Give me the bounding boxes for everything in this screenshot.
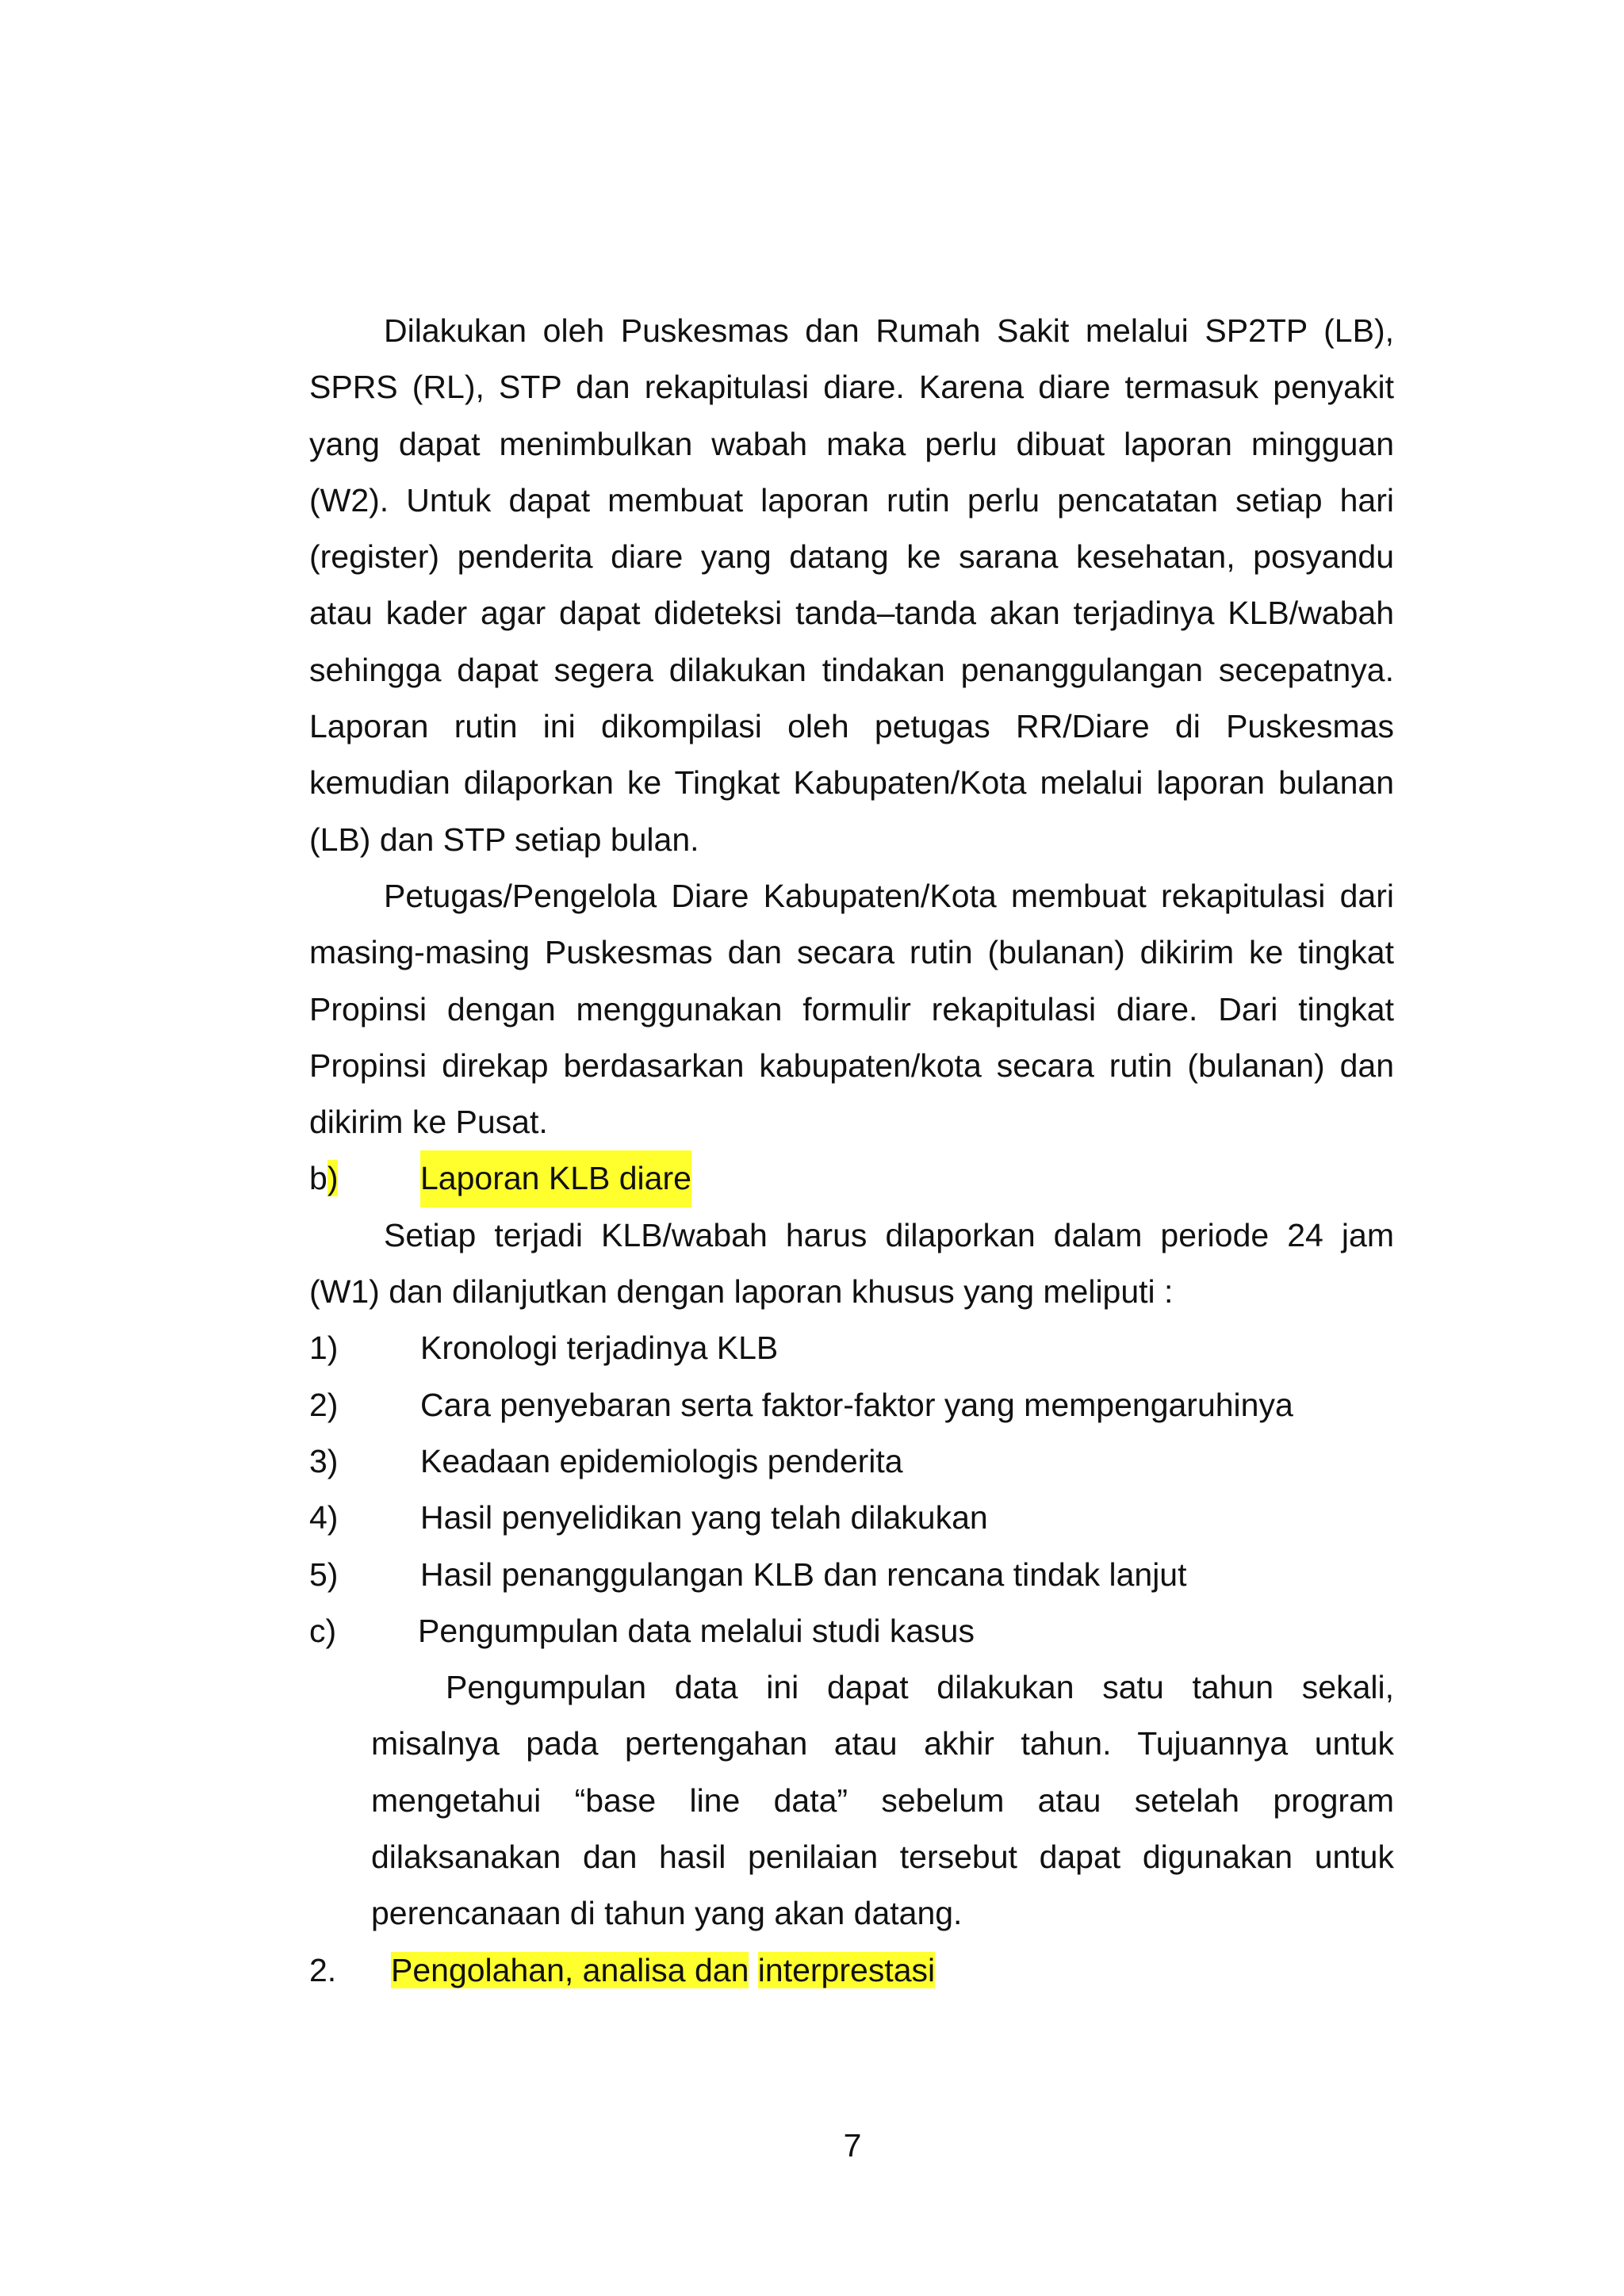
list-item-text: Hasil penyelidikan yang telah dilakukan (420, 1499, 988, 1536)
list-item-text: Kronologi terjadinya KLB (420, 1330, 779, 1367)
list-item (309, 1433, 1394, 1490)
page-content (309, 303, 1394, 1999)
section-c-title: Pengumpulan data melalui studi kasus (418, 1612, 975, 1649)
section-2-marker: 2. (309, 1951, 337, 1988)
list-item-marker: 1) (309, 1330, 339, 1367)
section-b-marker (309, 1150, 338, 1207)
section-2-title (391, 1942, 935, 1999)
paragraph-klb-report: Setiap terjadi KLB/wabah harus dilaporkan dalam periode 24 jam (W1) dan dilanjutkan dengan laporan khusus yang meliputi : (309, 1216, 1394, 1311)
list-item-marker: 3) (309, 1442, 339, 1479)
list-item-text: Keadaan epidemiologis penderita (420, 1442, 903, 1479)
section-c-heading (309, 1603, 1394, 1659)
list-item (309, 1377, 1394, 1433)
page-number: 7 (843, 2127, 862, 2164)
section-b-title: Laporan KLB diare (420, 1150, 691, 1207)
list-item-marker: 4) (309, 1499, 339, 1536)
section-b-marker-letter: b (309, 1160, 327, 1197)
list-item (309, 1490, 1394, 1546)
section-2-heading (309, 1942, 1394, 1999)
list-item-marker: 2) (309, 1386, 339, 1423)
list-item (309, 1547, 1394, 1603)
section-c-marker: c) (309, 1612, 337, 1649)
section-b-marker-paren: ) (327, 1160, 339, 1197)
paragraph-case-study: Pengumpulan data ini dapat dilakukan satu tahun sekali, misalnya pada pertengahan atau akhir tahun. Tujuannya untuk mengetahui “base line data” sebelum atau setelah program dilaksanakan dan hasil penilaian tersebut dapat digunakan untuk perencanaan di tahun yang akan datang. (371, 1669, 1394, 1932)
list-item (309, 1320, 1394, 1376)
klb-report-list (309, 1320, 1394, 1602)
paragraph-reporting-routine: Dilakukan oleh Puskesmas dan Rumah Sakit melalui SP2TP (LB), SPRS (RL), STP dan rekapitulasi diare. Karena diare termasuk penyakit yang dapat menimbulkan wabah maka perlu dibuat laporan mingguan (W2). Untuk dapat membuat laporan rutin perlu pencatatan setiap hari (register) penderita diare yang datang ke sarana kesehatan, posyandu atau kader agar dapat dideteksi tanda–tanda akan terjadinya KLB/wabah sehingga dapat segera dilakukan tindakan penanggulangan secepatnya. Laporan rutin ini dikompilasi oleh petugas RR/Diare di Puskesmas kemudian dilaporkan ke Tingkat Kabupaten/Kota melalui laporan bulanan (LB) dan STP setiap bulan. (309, 312, 1394, 858)
list-item-marker: 5) (309, 1556, 339, 1593)
list-item-text: Cara penyebaran serta faktor-faktor yang mempengaruhinya (420, 1386, 1293, 1423)
list-item-text: Hasil penanggulangan KLB dan rencana tindak lanjut (420, 1556, 1187, 1593)
paragraph-recap: Petugas/Pengelola Diare Kabupaten/Kota membuat rekapitulasi dari masing-masing Puskesmas dan secara rutin (bulanan) dikirim ke tingkat Propinsi dengan menggunakan formulir rekapitulasi diare. Dari tingkat Propinsi direkap berdasarkan kabupaten/kota secara rutin (bulanan) dan dikirim ke Pusat. (309, 877, 1394, 1141)
section-2-title-part-1: Pengolahan, analisa dan (391, 1951, 749, 1988)
section-2-title-part-2: interprestasi (757, 1951, 936, 1988)
section-b-heading (309, 1150, 1394, 1207)
